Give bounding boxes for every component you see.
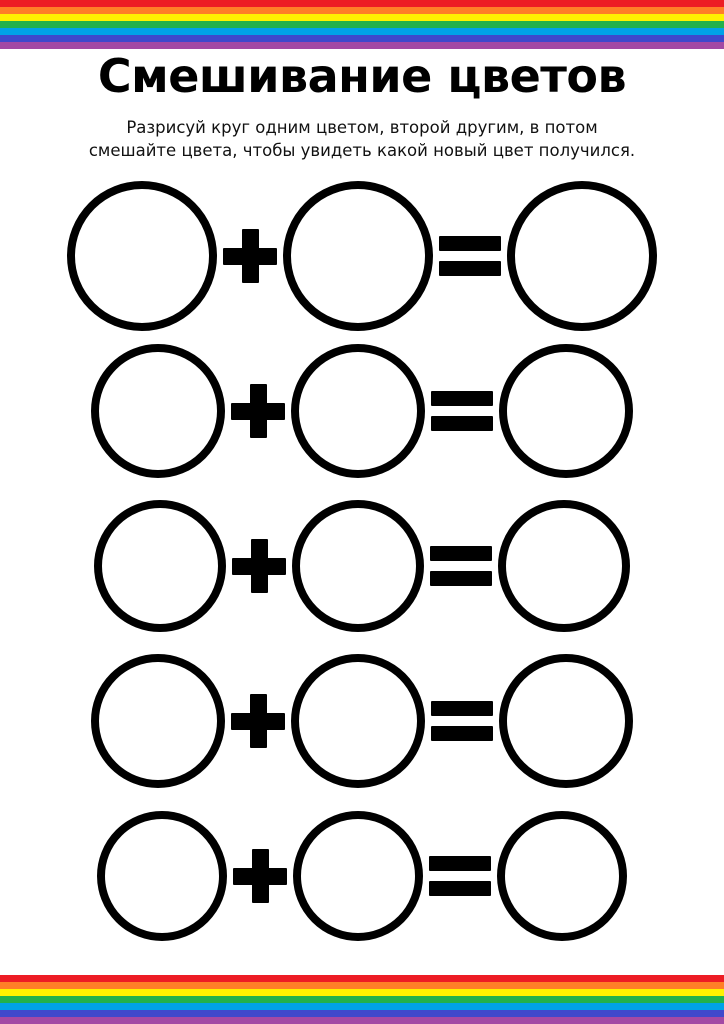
rainbow-border-top — [0, 0, 724, 49]
equals-icon — [431, 389, 493, 433]
color-circle-left-1[interactable] — [67, 181, 217, 331]
rainbow-stripe-blue — [0, 1010, 724, 1017]
rainbow-stripe-orange — [0, 7, 724, 14]
rainbow-stripe-red — [0, 0, 724, 7]
rainbow-stripe-lightblue — [0, 28, 724, 35]
rainbow-stripe-yellow — [0, 989, 724, 996]
color-circle-left-2[interactable] — [91, 344, 225, 478]
equals-icon — [439, 234, 501, 278]
rainbow-stripe-purple — [0, 1017, 724, 1024]
color-circle-result-5[interactable] — [497, 811, 627, 941]
rainbow-border-bottom — [0, 975, 724, 1024]
plus-icon — [231, 694, 285, 748]
color-circle-result-3[interactable] — [498, 500, 630, 632]
color-circle-left-3[interactable] — [94, 500, 226, 632]
rainbow-stripe-orange — [0, 982, 724, 989]
instructions-text: Разрисуй круг одним цветом, второй другим, в потом смешайте цвета, чтобы увидеть какой новый цвет получился. — [88, 117, 636, 161]
equals-icon — [429, 854, 491, 898]
table-row — [0, 179, 724, 334]
rainbow-stripe-lightblue — [0, 1003, 724, 1010]
color-circle-right-2[interactable] — [291, 344, 425, 478]
plus-icon — [233, 849, 287, 903]
rainbow-stripe-yellow — [0, 14, 724, 21]
color-circle-right-1[interactable] — [283, 181, 433, 331]
color-circle-right-4[interactable] — [291, 654, 425, 788]
color-circle-right-3[interactable] — [292, 500, 424, 632]
color-circle-result-1[interactable] — [507, 181, 657, 331]
plus-icon — [223, 229, 277, 283]
rainbow-stripe-blue — [0, 35, 724, 42]
color-circle-result-2[interactable] — [499, 344, 633, 478]
table-row — [0, 799, 724, 954]
worksheet-content — [0, 44, 724, 974]
page-title: Смешивание цветов — [97, 49, 627, 103]
table-row — [0, 644, 724, 799]
color-circle-left-5[interactable] — [97, 811, 227, 941]
exercise-rows — [0, 179, 724, 954]
color-circle-result-4[interactable] — [499, 654, 633, 788]
equals-icon — [431, 699, 493, 743]
plus-icon — [232, 539, 286, 593]
equals-icon — [430, 544, 492, 588]
table-row — [0, 334, 724, 489]
rainbow-stripe-red — [0, 975, 724, 982]
table-row — [0, 489, 724, 644]
rainbow-stripe-green — [0, 21, 724, 28]
plus-icon — [231, 384, 285, 438]
color-circle-left-4[interactable] — [91, 654, 225, 788]
color-circle-right-5[interactable] — [293, 811, 423, 941]
rainbow-stripe-green — [0, 996, 724, 1003]
